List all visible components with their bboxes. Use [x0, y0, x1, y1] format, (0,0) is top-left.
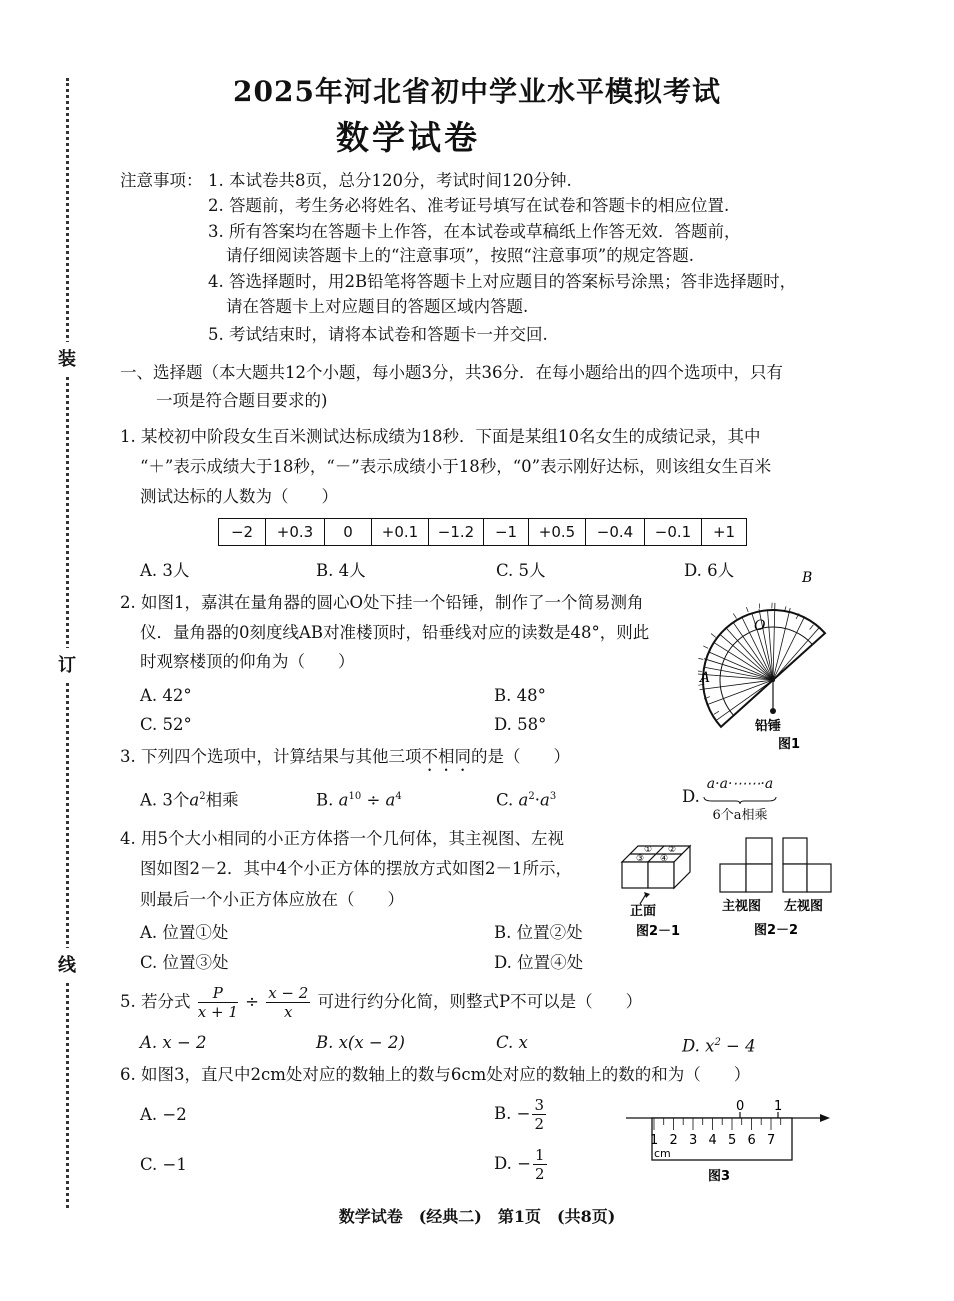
q2-stem: 2. 如图1，嘉淇在量角器的圆心O处下挂一个铅锤，制作了一个简易测角: [120, 593, 644, 612]
q5-fraction-2: [266, 984, 310, 1021]
fig2-2-caption: 图2－2: [754, 923, 799, 938]
q3-option-a: [140, 786, 239, 812]
opt-text: A. 3个: [140, 790, 190, 810]
q3-option-c: [496, 786, 556, 812]
fig2-1-caption: 图2－1: [636, 924, 681, 939]
opt-exp: 2: [528, 791, 535, 802]
record-cell: −2: [219, 519, 266, 546]
q2-option-b: B. 48°: [494, 686, 546, 705]
opt-text: C.: [496, 790, 519, 810]
fig1-label-b: B: [802, 570, 813, 586]
note-line: 5. 考试结束时，请将本试卷和答题卡一并交回.: [208, 325, 548, 344]
ruler-number: 7: [767, 1133, 776, 1148]
q2-stem: 仪．量角器的0刻度线AB对准楼顶时，铅垂线对应的读数是48°，则此: [140, 623, 650, 642]
frac-denominator: x: [284, 1003, 293, 1021]
q1-stem: 测试达标的人数为（ ）: [140, 487, 338, 506]
q3-d-product: a·a·⋯⋯·a: [706, 776, 774, 792]
opt-exp: 10: [348, 791, 362, 802]
q4-stem: 4. 用5个大小相同的小正方体搭一个几何体，其主视图、左视: [120, 829, 564, 848]
frac-denominator: x + 1: [197, 1003, 238, 1021]
left-view-label: 左视图: [784, 899, 824, 914]
ruler-number: 2: [669, 1133, 678, 1148]
q1-option-b: B. 4人: [316, 561, 366, 580]
q6-option-b: [494, 1094, 548, 1134]
q3-stem: [120, 746, 570, 775]
record-cell: +0.3: [266, 519, 325, 546]
figure3-ruler: [622, 1096, 836, 1188]
opt-text: 相乘: [205, 790, 239, 810]
q5-option-d: [682, 1032, 756, 1058]
opt-text: D. x: [682, 1036, 715, 1056]
record-cell: +0.5: [529, 519, 586, 546]
q5-divide: ÷: [245, 992, 259, 1011]
q4-option-c: C. 位置③处: [140, 953, 229, 972]
q4-option-a: A. 位置①处: [140, 923, 229, 942]
main-view-label: 主视图: [722, 899, 762, 914]
frac-numerator: 3: [534, 1096, 544, 1114]
opt-exp: 4: [395, 791, 402, 802]
note-line: 请在答题卡上对应题目的答题区域内答题.: [226, 297, 529, 316]
q6-stem: 6. 如图3，直尺中2cm处对应的数轴上的数与6cm处对应的数轴上的数的和为（ ）: [120, 1065, 751, 1084]
frac-numerator: 1: [534, 1146, 545, 1164]
q5-option-b: B. x(x − 2): [316, 1033, 405, 1052]
q4-option-b: B. 位置②处: [494, 923, 583, 942]
record-cell: 0: [325, 519, 372, 546]
ruler-number: 5: [728, 1133, 737, 1148]
q5-pre: 5. 若分式: [120, 992, 191, 1011]
q3-stem-emphasis: 不相同: [421, 747, 471, 766]
opt-var: a: [518, 790, 529, 810]
q6-option-c: C. −1: [140, 1155, 187, 1174]
ruler-number: 6: [747, 1133, 756, 1148]
q5-option-c: C. x: [496, 1033, 528, 1052]
record-cell: +0.1: [372, 519, 429, 546]
opt-var: a: [189, 790, 200, 810]
ruler-number: 1: [650, 1133, 659, 1148]
front-label: 正面: [630, 904, 657, 919]
fig1-label-a: A: [700, 670, 711, 686]
q4-stem: 图如图2－2．其中4个小正方体的摆放方式如图2－1所示，: [140, 859, 572, 878]
q3-option-b: [316, 786, 402, 812]
ruler-number: 4: [708, 1133, 717, 1148]
section-heading-cont: 一项是符合题目要求的): [156, 391, 328, 410]
pos4-label: ④: [660, 854, 669, 864]
q6-option-a: A. −2: [140, 1105, 187, 1124]
pos1-label: ①: [644, 845, 653, 855]
opt-var: a: [338, 790, 349, 810]
opt-text: − 4: [720, 1036, 756, 1056]
q2-stem: 时观察楼顶的仰角为（ ）: [140, 652, 355, 671]
opt-exp: 2: [714, 1037, 721, 1048]
opt-exp: 2: [199, 791, 206, 802]
opt-text: B. −: [494, 1104, 531, 1123]
q1-stem: “＋”表示成绩大于18秒，“－”表示成绩小于18秒，“0”表示刚好达标，则该组女生百米: [140, 457, 772, 476]
axis-one: 1: [774, 1099, 783, 1114]
record-cell: −0.4: [586, 519, 645, 546]
opt-text: ·: [534, 790, 540, 810]
axis-zero: 0: [736, 1099, 745, 1114]
pos2-label: ②: [668, 845, 677, 855]
q5-post: 可进行约分化简，则整式P不可以是（ ）: [317, 992, 643, 1011]
fig1-caption: 图1: [778, 737, 801, 752]
opt-text: D. −: [494, 1154, 531, 1173]
q1-stem: 1. 某校初中阶段女生百米测试达标成绩为18秒．下面是某组10名女生的成绩记录，其中: [120, 427, 761, 446]
opt-var: a: [385, 790, 396, 810]
frac-numerator: P: [198, 984, 238, 1003]
note-line: 4. 答选择题时，用2B铅笔将答题卡上对应题目的答案标号涂黑；答非选择题时，: [208, 272, 797, 291]
record-cell: −1.2: [429, 519, 484, 546]
ruler-number: 3: [689, 1133, 698, 1148]
opt-exp: 3: [549, 791, 557, 802]
fig1-label-o: O: [754, 618, 766, 634]
q3-d-label: 6个a相乘: [712, 808, 768, 823]
margin-char-zhuang: 装: [58, 342, 76, 374]
q1-records-table: [218, 518, 747, 546]
underbrace: [702, 796, 778, 804]
opt-var: a: [540, 790, 550, 810]
frac-denominator: 2: [534, 1165, 545, 1183]
figure2-1-cubes: [616, 836, 704, 940]
q2-option-c: C. 52°: [140, 715, 192, 734]
exam-subtitle: 数学试卷: [336, 118, 480, 157]
q1-option-d: D. 6人: [684, 561, 735, 580]
binding-dotted-line: [66, 78, 69, 1208]
notes-label: 注意事项：: [120, 171, 203, 190]
q5-stem: [120, 982, 642, 1022]
opt-fraction: [533, 1146, 547, 1183]
q5-fraction-1: [198, 984, 238, 1021]
margin-char-ding: 订: [58, 648, 76, 680]
q5-option-a: A. x − 2: [140, 1033, 207, 1052]
q2-option-d: D. 58°: [494, 715, 547, 734]
margin-char-xian: 线: [58, 948, 76, 980]
ruler-unit: cm: [654, 1147, 671, 1160]
note-line: 2. 答题前，考生务必将姓名、准考证号填写在试卷和答题卡的相应位置.: [208, 196, 730, 215]
opt-text: ÷: [361, 790, 386, 810]
figure2-2-views: [716, 836, 836, 940]
q4-stem: 则最后一个小正方体应放在（ ）: [140, 890, 404, 909]
frac-denominator: 2: [534, 1115, 544, 1133]
record-cell: −1: [484, 519, 529, 546]
fig1-weight-label: 铅锤: [755, 719, 782, 734]
q1-option-a: A. 3人: [140, 561, 190, 580]
opt-fraction: [532, 1096, 546, 1133]
note-line: 1. 本试卷共8页，总分120分，考试时间120分钟.: [208, 171, 572, 190]
frac-numerator: x − 2: [268, 984, 309, 1002]
opt-text: B.: [316, 790, 339, 810]
record-cell: +1: [702, 519, 747, 546]
pos3-label: ③: [636, 854, 645, 864]
record-cell: −0.1: [645, 519, 702, 546]
fig3-caption: 图3: [708, 1169, 731, 1184]
q3-option-d: [702, 776, 778, 824]
q4-option-d: D. 位置④处: [494, 953, 584, 972]
q3-stem-b: 的是（ ）: [471, 747, 570, 766]
section-heading: 一、选择题（本大题共12个小题，每小题3分，共36分．在每小题给出的四个选项中，只有: [120, 363, 783, 382]
figure1-protractor: [698, 568, 848, 754]
q3-stem-a: 3. 下列四个选项中，计算结果与其他三项: [120, 747, 422, 766]
q3-option-d-prefix: D.: [682, 787, 700, 806]
page-footer: 数学试卷 (经典二) 第1页 (共8页): [338, 1207, 616, 1226]
exam-title: 2025年河北省初中学业水平模拟考试: [233, 75, 721, 108]
note-line: 请仔细阅读答题卡上的“注意事项”，按照“注意事项”的规定答题.: [226, 246, 694, 265]
q1-option-c: C. 5人: [496, 561, 546, 580]
q6-option-d: [494, 1144, 549, 1184]
q2-option-a: A. 42°: [140, 686, 192, 705]
note-line: 3. 所有答案均在答题卡上作答，在本试卷或草稿纸上作答无效．答题前，: [208, 222, 741, 241]
